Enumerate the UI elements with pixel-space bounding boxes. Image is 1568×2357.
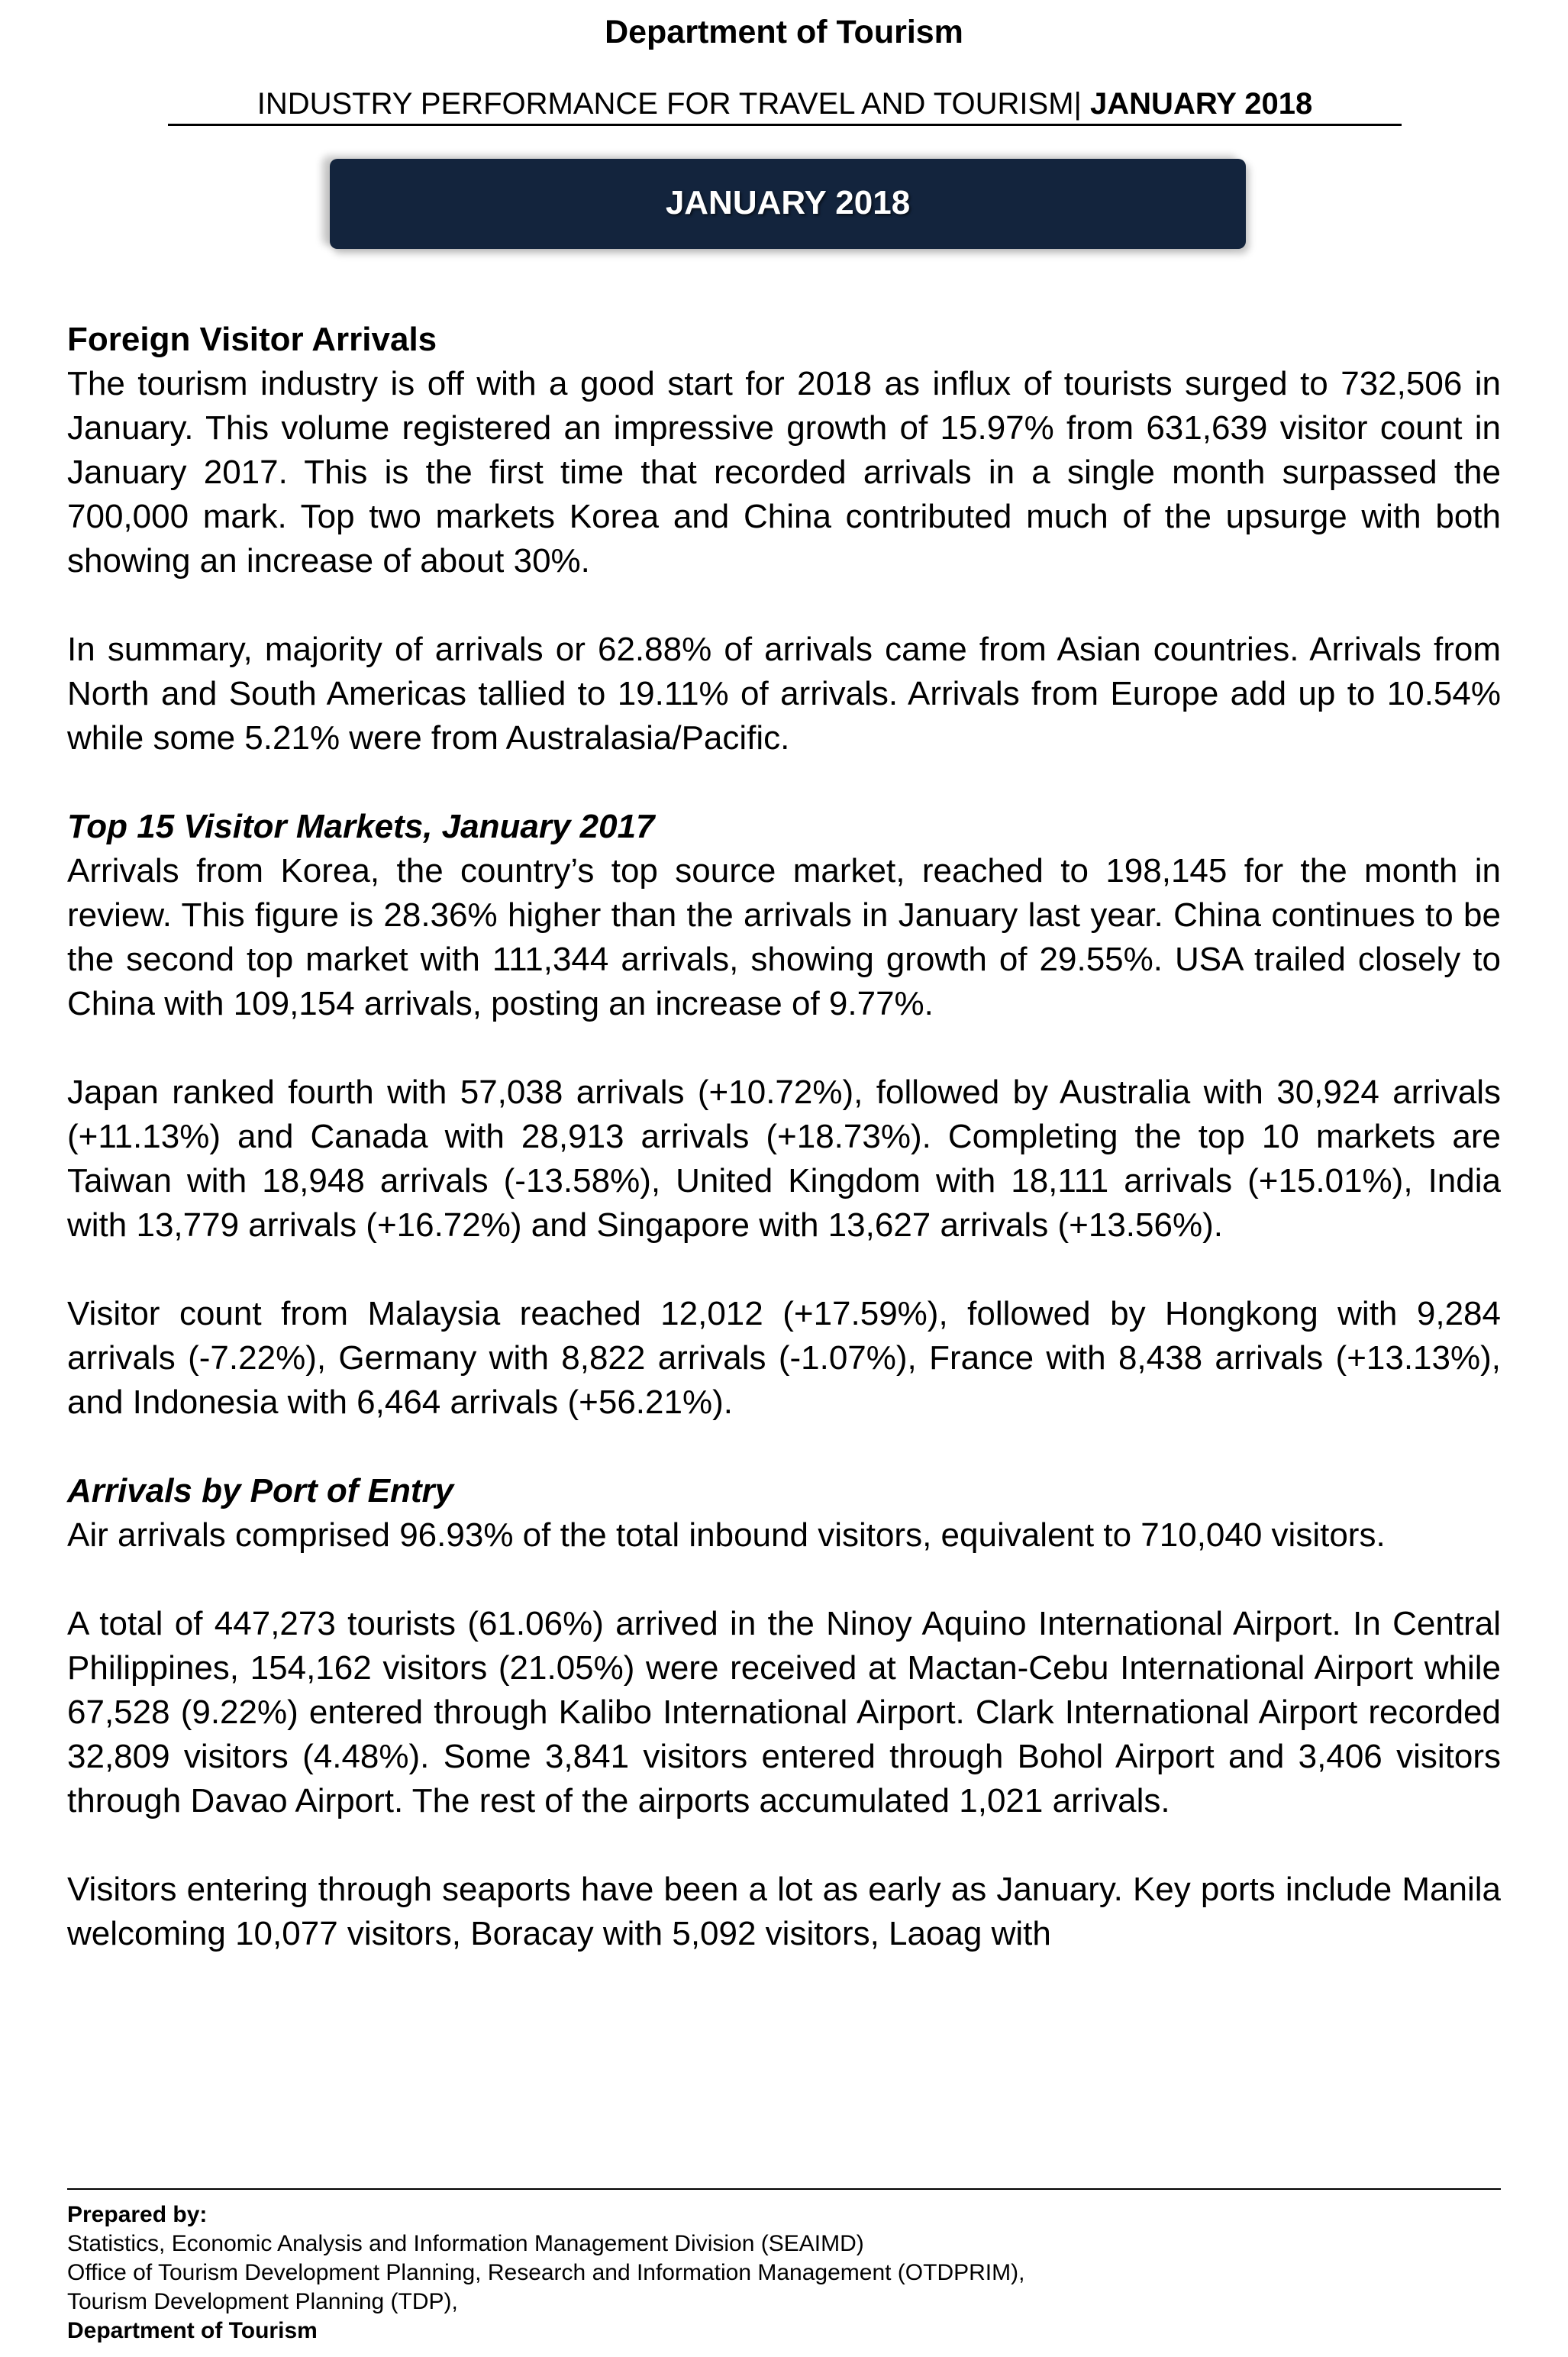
subtitle-main: INDUSTRY PERFORMANCE FOR TRAVEL AND TOURISM| bbox=[256, 87, 1082, 121]
paragraph-port-of-entry-3: Visitors entering through seaports have been a lot as early as January. Key ports include Manila welcoming 10,077 visitors, Boracay with 5,092 visitors, Laoag with bbox=[67, 1871, 1501, 1952]
footer-line-office: Office of Tourism Development Planning, Research and Information Management (OTDPRIM), bbox=[67, 2260, 1025, 2285]
subtitle-date: JANUARY 2018 bbox=[1090, 87, 1313, 121]
paragraph-port-of-entry-1: Air arrivals comprised 96.93% of the total inbound visitors, equivalent to 710,040 visitors. bbox=[67, 1516, 1386, 1554]
paragraph-top-markets-2: Japan ranked fourth with 57,038 arrivals (+10.72%), followed by Australia with 30,924 arrivals (+11.13%) and Canada with 28,913 arrivals (+18.73%). Completing the top 10 markets are Taiwan with 18,948 arrivals (-13.58%), United Kingdom with 18,111 arrivals (+15.01%), India with 13,779 arrivals (+16.72%) and Singapore with 13,627 arrivals (+13.56%). bbox=[67, 1074, 1501, 1244]
footer-divider bbox=[67, 2188, 1501, 2190]
subtitle-underline bbox=[168, 124, 1402, 126]
section-heading-top-markets: Top 15 Visitor Markets, January 2017 bbox=[67, 808, 655, 845]
section-heading-port-of-entry: Arrivals by Port of Entry bbox=[67, 1472, 454, 1509]
month-banner bbox=[330, 159, 1246, 249]
footer-line-department: Department of Tourism bbox=[67, 2318, 318, 2343]
month-banner-label: JANUARY 2018 bbox=[665, 184, 911, 221]
footer-prepared-by: Prepared by: bbox=[67, 2202, 208, 2227]
footer bbox=[67, 2200, 1501, 2346]
section-heading-foreign-arrivals: Foreign Visitor Arrivals bbox=[67, 321, 437, 358]
report-subtitle bbox=[168, 84, 1402, 124]
paragraph-top-markets-3: Visitor count from Malaysia reached 12,012 (+17.59%), followed by Hongkong with 9,284 arrivals (-7.22%), Germany with 8,822 arrivals (-1.07%), France with 8,438 arrivals (+13.13%), and Indonesia with 6,464 arrivals (+56.21%). bbox=[67, 1295, 1501, 1421]
paragraph-port-of-entry-2: A total of 447,273 tourists (61.06%) arrived in the Ninoy Aquino International Airport. In Central Philippines, 154,162 visitors (21.05%) were received at Mactan-Cebu International Airport while 67,528 (9.22%) entered through Kalibo International Airport. Clark International Airport recorded 32,809 visitors (4.48%). Some 3,841 visitors entered through Bohol Airport and 3,406 visitors through Davao Airport. The rest of the airports accumulated 1,021 arrivals. bbox=[67, 1605, 1501, 1819]
footer-line-division: Statistics, Economic Analysis and Information Management Division (SEAIMD) bbox=[67, 2231, 864, 2256]
paragraph-foreign-arrivals-1: The tourism industry is off with a good start for 2018 as influx of tourists surged to 732,506 in January. This volume registered an impressive growth of 15.97% from 631,639 visitor count in January 2017. This is the first time that recorded arrivals in a single month surpassed the 700,000 mark. Top two markets Korea and China contributed much of the upsurge with both showing an increase of about 30%. bbox=[67, 365, 1501, 580]
paragraph-top-markets-1: Arrivals from Korea, the country’s top source market, reached to 198,145 for the month in review. This figure is 28.36% higher than the arrivals in January last year. China continues to be the second top market with 111,344 arrivals, showing growth of 29.55%. USA trailed closely to China with 109,154 arrivals, posting an increase of 9.77%. bbox=[67, 852, 1501, 1022]
paragraph-foreign-arrivals-2: In summary, majority of arrivals or 62.88% of arrivals came from Asian countries. Arrivals from North and South Americas tallied to 19.11% of arrivals. Arrivals from Europe add up to 10.54% while some 5.21% were from Australasia/Pacific. bbox=[67, 631, 1501, 757]
footer-line-planning: Tourism Development Planning (TDP), bbox=[67, 2289, 458, 2314]
report-body bbox=[67, 318, 1501, 2000]
department-title: Department of Tourism bbox=[605, 14, 963, 50]
